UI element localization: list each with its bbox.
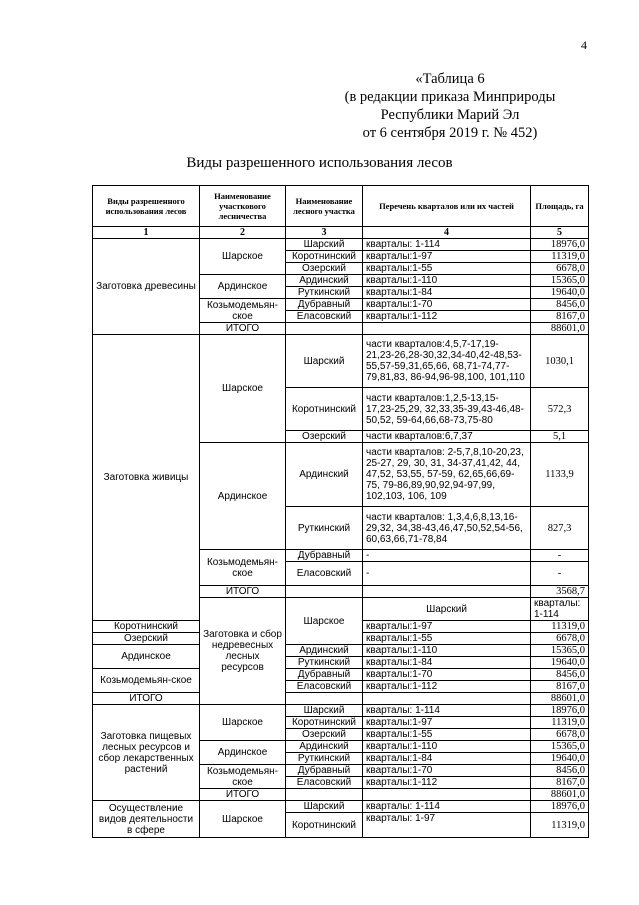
plot-cell: Шарский bbox=[363, 598, 531, 621]
area-cell: 8167,0 bbox=[531, 777, 589, 789]
quarters-cell: кварталы:1-110 bbox=[363, 741, 531, 753]
area-cell: 8167,0 bbox=[531, 311, 589, 323]
plot-cell: Руткинский bbox=[286, 753, 363, 765]
column-number: 3 bbox=[286, 227, 363, 239]
quarters-cell: кварталы: 1-114 bbox=[363, 801, 531, 813]
forestry-cell: Козьмодемьян-ское bbox=[200, 550, 286, 586]
header-row bbox=[93, 186, 589, 227]
forestry-cell: Ардинское bbox=[200, 741, 286, 765]
area-cell: 15365,0 bbox=[531, 645, 589, 657]
quarters-cell: кварталы: 1-114 bbox=[531, 598, 589, 621]
header-cell: Перечень кварталов или их частей bbox=[363, 186, 531, 227]
total-area: 88601,0 bbox=[531, 323, 589, 335]
table-row bbox=[93, 335, 589, 388]
forestry-cell: Ардинское bbox=[200, 443, 286, 550]
quarters-cell: кварталы:1-97 bbox=[363, 251, 531, 263]
quarters-cell: кварталы:1-84 bbox=[363, 287, 531, 299]
plot-cell: Дубравный bbox=[286, 299, 363, 311]
area-cell: 5,1 bbox=[531, 431, 589, 443]
area-cell: 11319,0 bbox=[531, 251, 589, 263]
area-cell: 1030,1 bbox=[531, 335, 589, 388]
plot-cell: Шарский bbox=[286, 335, 363, 388]
area-cell: 6678,0 bbox=[531, 633, 589, 645]
plot-cell: Коротнинский bbox=[286, 813, 363, 838]
plot-cell: Еласовский bbox=[286, 562, 363, 586]
use-type-cell: Заготовка живицы bbox=[93, 335, 200, 621]
total-label: ИТОГО bbox=[200, 586, 286, 598]
plot-cell: Руткинский bbox=[286, 657, 363, 669]
plot-cell: Коротнинский bbox=[286, 388, 363, 431]
quarters-cell: части кварталов: 2-5,7,8,10-20,23, 25-27, 29, 30, 31, 34-37,41,42, 44, 47,52, 53,55, 57-59, 62,65,66,69-75, 79-86,89,90,92,94-97,99, 102,103, 106, 109 bbox=[363, 443, 531, 507]
table-row bbox=[93, 239, 589, 251]
column-number: 5 bbox=[531, 227, 589, 239]
quarters-cell: - bbox=[363, 562, 531, 586]
empty-cell bbox=[286, 586, 363, 598]
area-cell: 6678,0 bbox=[531, 263, 589, 275]
area-cell: 8456,0 bbox=[531, 299, 589, 311]
area-cell: 8456,0 bbox=[531, 765, 589, 777]
forestry-cell: Шарское bbox=[200, 705, 286, 741]
area-cell: 827,3 bbox=[531, 507, 589, 550]
quarters-cell: кварталы:1-97 bbox=[363, 621, 531, 633]
column-number-row bbox=[93, 227, 589, 239]
page-number: 4 bbox=[581, 38, 587, 52]
quarters-cell: кварталы:1-110 bbox=[363, 645, 531, 657]
header-cell: Наименование участкового лесничества bbox=[200, 186, 286, 227]
total-label: ИТОГО bbox=[200, 323, 286, 335]
forestry-cell: Шарское bbox=[286, 598, 363, 645]
total-label: ИТОГО bbox=[200, 789, 286, 801]
area-cell: 18976,0 bbox=[531, 705, 589, 717]
quarters-cell: кварталы:1-84 bbox=[363, 753, 531, 765]
area-cell: 11319,0 bbox=[531, 813, 589, 838]
empty-cell bbox=[286, 323, 363, 335]
area-cell: - bbox=[531, 562, 589, 586]
column-number: 2 bbox=[200, 227, 286, 239]
area-cell: 15365,0 bbox=[531, 275, 589, 287]
empty-cell bbox=[363, 323, 531, 335]
caption-line: Республики Марий Эл bbox=[380, 107, 520, 123]
forestry-cell: Козьмодемьян-ское bbox=[93, 669, 200, 693]
plot-cell: Коротнинский bbox=[93, 621, 200, 633]
area-cell: 11319,0 bbox=[531, 621, 589, 633]
area-cell: 18976,0 bbox=[531, 801, 589, 813]
plot-cell: Озерский bbox=[286, 431, 363, 443]
area-cell: 8456,0 bbox=[531, 669, 589, 681]
plot-cell: Коротнинский bbox=[286, 717, 363, 729]
total-row bbox=[93, 693, 589, 705]
plot-cell: Еласовский bbox=[286, 777, 363, 789]
plot-cell: Ардинский bbox=[286, 275, 363, 287]
area-cell: 6678,0 bbox=[531, 729, 589, 741]
document-title: Виды разрешенного использования лесов bbox=[186, 155, 453, 171]
forestry-cell: Шарское bbox=[200, 239, 286, 275]
quarters-cell: кварталы:1-55 bbox=[363, 263, 531, 275]
quarters-cell: части кварталов:1,2,5-13,15-17,23-25,29, 32,33,35-39,43-46,48-50,52, 59-64,66,68-73,75-80 bbox=[363, 388, 531, 431]
forestry-cell: Шарское bbox=[200, 801, 286, 838]
empty-cell bbox=[363, 789, 531, 801]
plot-cell: Шарский bbox=[286, 705, 363, 717]
area-cell: 19640,0 bbox=[531, 287, 589, 299]
area-cell: 11319,0 bbox=[531, 717, 589, 729]
plot-cell: Озерский bbox=[286, 263, 363, 275]
quarters-cell: части кварталов:4,5,7-17,19-21,23-26,28-30,32,34-40,42-48,53-55,57-59,31,65,66, 68,71-74,77-79,81,83, 86-94,96-98,100, 101,110 bbox=[363, 335, 531, 388]
quarters-cell: кварталы:1-112 bbox=[363, 777, 531, 789]
quarters-cell: кварталы:1-70 bbox=[363, 299, 531, 311]
empty-cell bbox=[286, 693, 363, 705]
forest-use-table bbox=[92, 185, 589, 838]
plot-cell: Ардинский bbox=[286, 645, 363, 657]
plot-cell: Дубравный bbox=[286, 765, 363, 777]
plot-cell: Ардинский bbox=[286, 741, 363, 753]
area-cell: 1133,9 bbox=[531, 443, 589, 507]
area-cell: 18976,0 bbox=[531, 239, 589, 251]
plot-cell: Озерский bbox=[286, 729, 363, 741]
quarters-cell: части кварталов: 1,3,4,6,8,13,16-29,32, 34,38-43,46,47,50,52,54-56, 60,63,66,71-78,84 bbox=[363, 507, 531, 550]
table-row bbox=[93, 645, 589, 657]
caption-line: «Таблица 6 bbox=[415, 71, 485, 87]
area-cell: 8167,0 bbox=[531, 681, 589, 693]
use-type-cell: Осуществление видов деятельности в сфере bbox=[93, 801, 200, 838]
quarters-cell: кварталы:1-84 bbox=[363, 657, 531, 669]
quarters-cell: кварталы:1-70 bbox=[363, 669, 531, 681]
quarters-cell: кварталы:1-97 bbox=[363, 717, 531, 729]
quarters-cell: части кварталов:6,7,37 bbox=[363, 431, 531, 443]
column-number: 4 bbox=[363, 227, 531, 239]
quarters-cell: кварталы:1-112 bbox=[363, 311, 531, 323]
quarters-cell: кварталы:1-70 bbox=[363, 765, 531, 777]
quarters-cell: кварталы:1-110 bbox=[363, 275, 531, 287]
quarters-cell: кварталы:1-55 bbox=[363, 633, 531, 645]
quarters-cell: кварталы:1-55 bbox=[363, 729, 531, 741]
plot-cell: Озерский bbox=[93, 633, 200, 645]
table-row bbox=[93, 669, 589, 681]
quarters-cell: кварталы: 1-114 bbox=[363, 239, 531, 251]
quarters-cell: кварталы:1-112 bbox=[363, 681, 531, 693]
area-cell: 19640,0 bbox=[531, 657, 589, 669]
plot-cell: Дубравный bbox=[286, 550, 363, 562]
use-type-cell: Заготовка пищевых лесных ресурсов и сбор лекарственных растений bbox=[93, 705, 200, 801]
caption-line: от 6 сентября 2019 г. № 452) bbox=[362, 125, 538, 141]
table-row bbox=[93, 705, 589, 717]
plot-cell: Еласовский bbox=[286, 681, 363, 693]
column-number: 1 bbox=[93, 227, 200, 239]
total-area: 88601,0 bbox=[531, 693, 589, 705]
area-cell: 572,3 bbox=[531, 388, 589, 431]
header-cell: Наименование лесного участка bbox=[286, 186, 363, 227]
use-type-cell: Заготовка древесины bbox=[93, 239, 200, 335]
empty-cell bbox=[286, 789, 363, 801]
plot-cell: Дубравный bbox=[286, 669, 363, 681]
plot-cell: Ардинский bbox=[286, 443, 363, 507]
header-cell: Площадь, га bbox=[531, 186, 589, 227]
use-type-cell: Заготовка и сбор недревесных лесных ресурсов bbox=[200, 598, 286, 705]
plot-cell: Руткинский bbox=[286, 287, 363, 299]
empty-cell bbox=[363, 586, 531, 598]
caption-line: (в редакции приказа Минприроды bbox=[344, 89, 556, 105]
table-row bbox=[93, 801, 589, 813]
area-cell: 19640,0 bbox=[531, 753, 589, 765]
empty-cell bbox=[363, 693, 531, 705]
total-area: 88601,0 bbox=[531, 789, 589, 801]
area-cell: 15365,0 bbox=[531, 741, 589, 753]
forestry-cell: Козьмодемьян-ское bbox=[200, 299, 286, 323]
forestry-cell: Шарское bbox=[200, 335, 286, 443]
quarters-cell: кварталы: 1-97 bbox=[363, 813, 531, 838]
plot-cell: Коротнинский bbox=[286, 251, 363, 263]
plot-cell: Шарский bbox=[286, 801, 363, 813]
total-label: ИТОГО bbox=[93, 693, 200, 705]
plot-cell: Шарский bbox=[286, 239, 363, 251]
header-cell: Виды разрешенного использования лесов bbox=[93, 186, 200, 227]
forestry-cell: Козьмодемьян-ское bbox=[200, 765, 286, 789]
forestry-cell: Ардинское bbox=[200, 275, 286, 299]
forestry-cell: Ардинское bbox=[93, 645, 200, 669]
quarters-cell: кварталы: 1-114 bbox=[363, 705, 531, 717]
quarters-cell: - bbox=[363, 550, 531, 562]
table-caption bbox=[300, 70, 600, 142]
plot-cell: Руткинский bbox=[286, 507, 363, 550]
total-area: 3568,7 bbox=[531, 586, 589, 598]
plot-cell: Еласовский bbox=[286, 311, 363, 323]
area-cell: - bbox=[531, 550, 589, 562]
